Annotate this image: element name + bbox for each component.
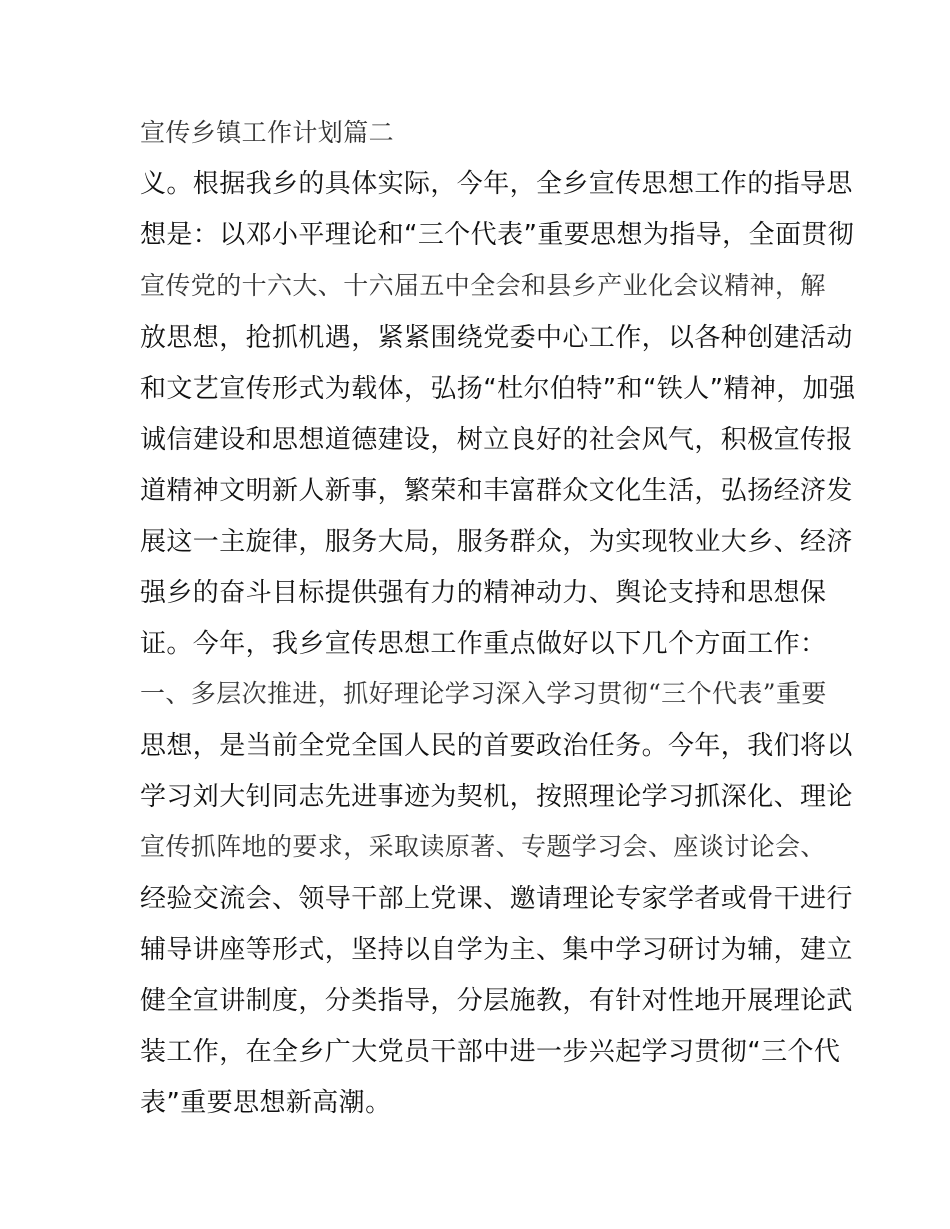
body-line-19: 表”重要思想新高潮。	[140, 1088, 392, 1118]
body-line-13: 学习刘大钊同志先进事迹为契机，按照理论学习抓深化、理论	[140, 782, 853, 812]
body-line-9: 强乡的奋斗目标提供强有力的精神动力、舆论支持和思想保	[140, 578, 827, 608]
body-line-4: 放思想，抢抓机遇，紧紧围绕党委中心工作，以各种创建活动	[140, 323, 853, 353]
body-line-8: 展这一主旋律，服务大局，服务群众，为实现牧业大乡、经济	[140, 527, 853, 557]
body-line-18: 装工作，在全乡广大党员干部中进一步兴起学习贯彻“三个代	[140, 1037, 841, 1067]
body-line-3: 宣传党的十六大、十六届五中全会和县乡产业化会议精神，解	[140, 271, 826, 300]
body-line-11: 一、多层次推进，抓好理论学习深入学习贯彻“三个代表”重要	[140, 679, 827, 708]
body-line-2: 想是：以邓小平理论和“三个代表”重要思想为指导，全面贯彻	[140, 220, 855, 250]
body-line-10: 证。今年，我乡宣传思想工作重点做好以下几个方面工作：	[140, 629, 827, 659]
document-title: 宣传乡镇工作计划篇二	[140, 118, 395, 147]
body-line-5: 和文艺宣传形式为载体，弘扬“杜尔伯特”和“铁人”精神，加强	[140, 374, 856, 404]
body-line-17: 健全宣讲制度，分类指导，分层施教，有针对性地开展理论武	[140, 986, 853, 1016]
body-line-16: 辅导讲座等形式，坚持以自学为主、集中学习研讨为辅，建立	[140, 935, 853, 965]
body-line-15: 经验交流会、领导干部上党课、邀请理论专家学者或骨干进行	[140, 884, 853, 914]
body-line-7: 道精神文明新人新事，繁荣和丰富群众文化生活，弘扬经济发	[140, 476, 853, 506]
body-line-12: 思想，是当前全党全国人民的首要政治任务。今年，我们将以	[140, 731, 853, 761]
body-line-1: 义。根据我乡的具体实际，今年，全乡宣传思想工作的指导思	[140, 169, 853, 199]
body-line-14: 宣传抓阵地的要求，采取读原著、专题学习会、座谈讨论会、	[140, 832, 826, 861]
body-line-6: 诚信建设和思想道德建设，树立良好的社会风气，积极宣传报	[140, 425, 853, 455]
